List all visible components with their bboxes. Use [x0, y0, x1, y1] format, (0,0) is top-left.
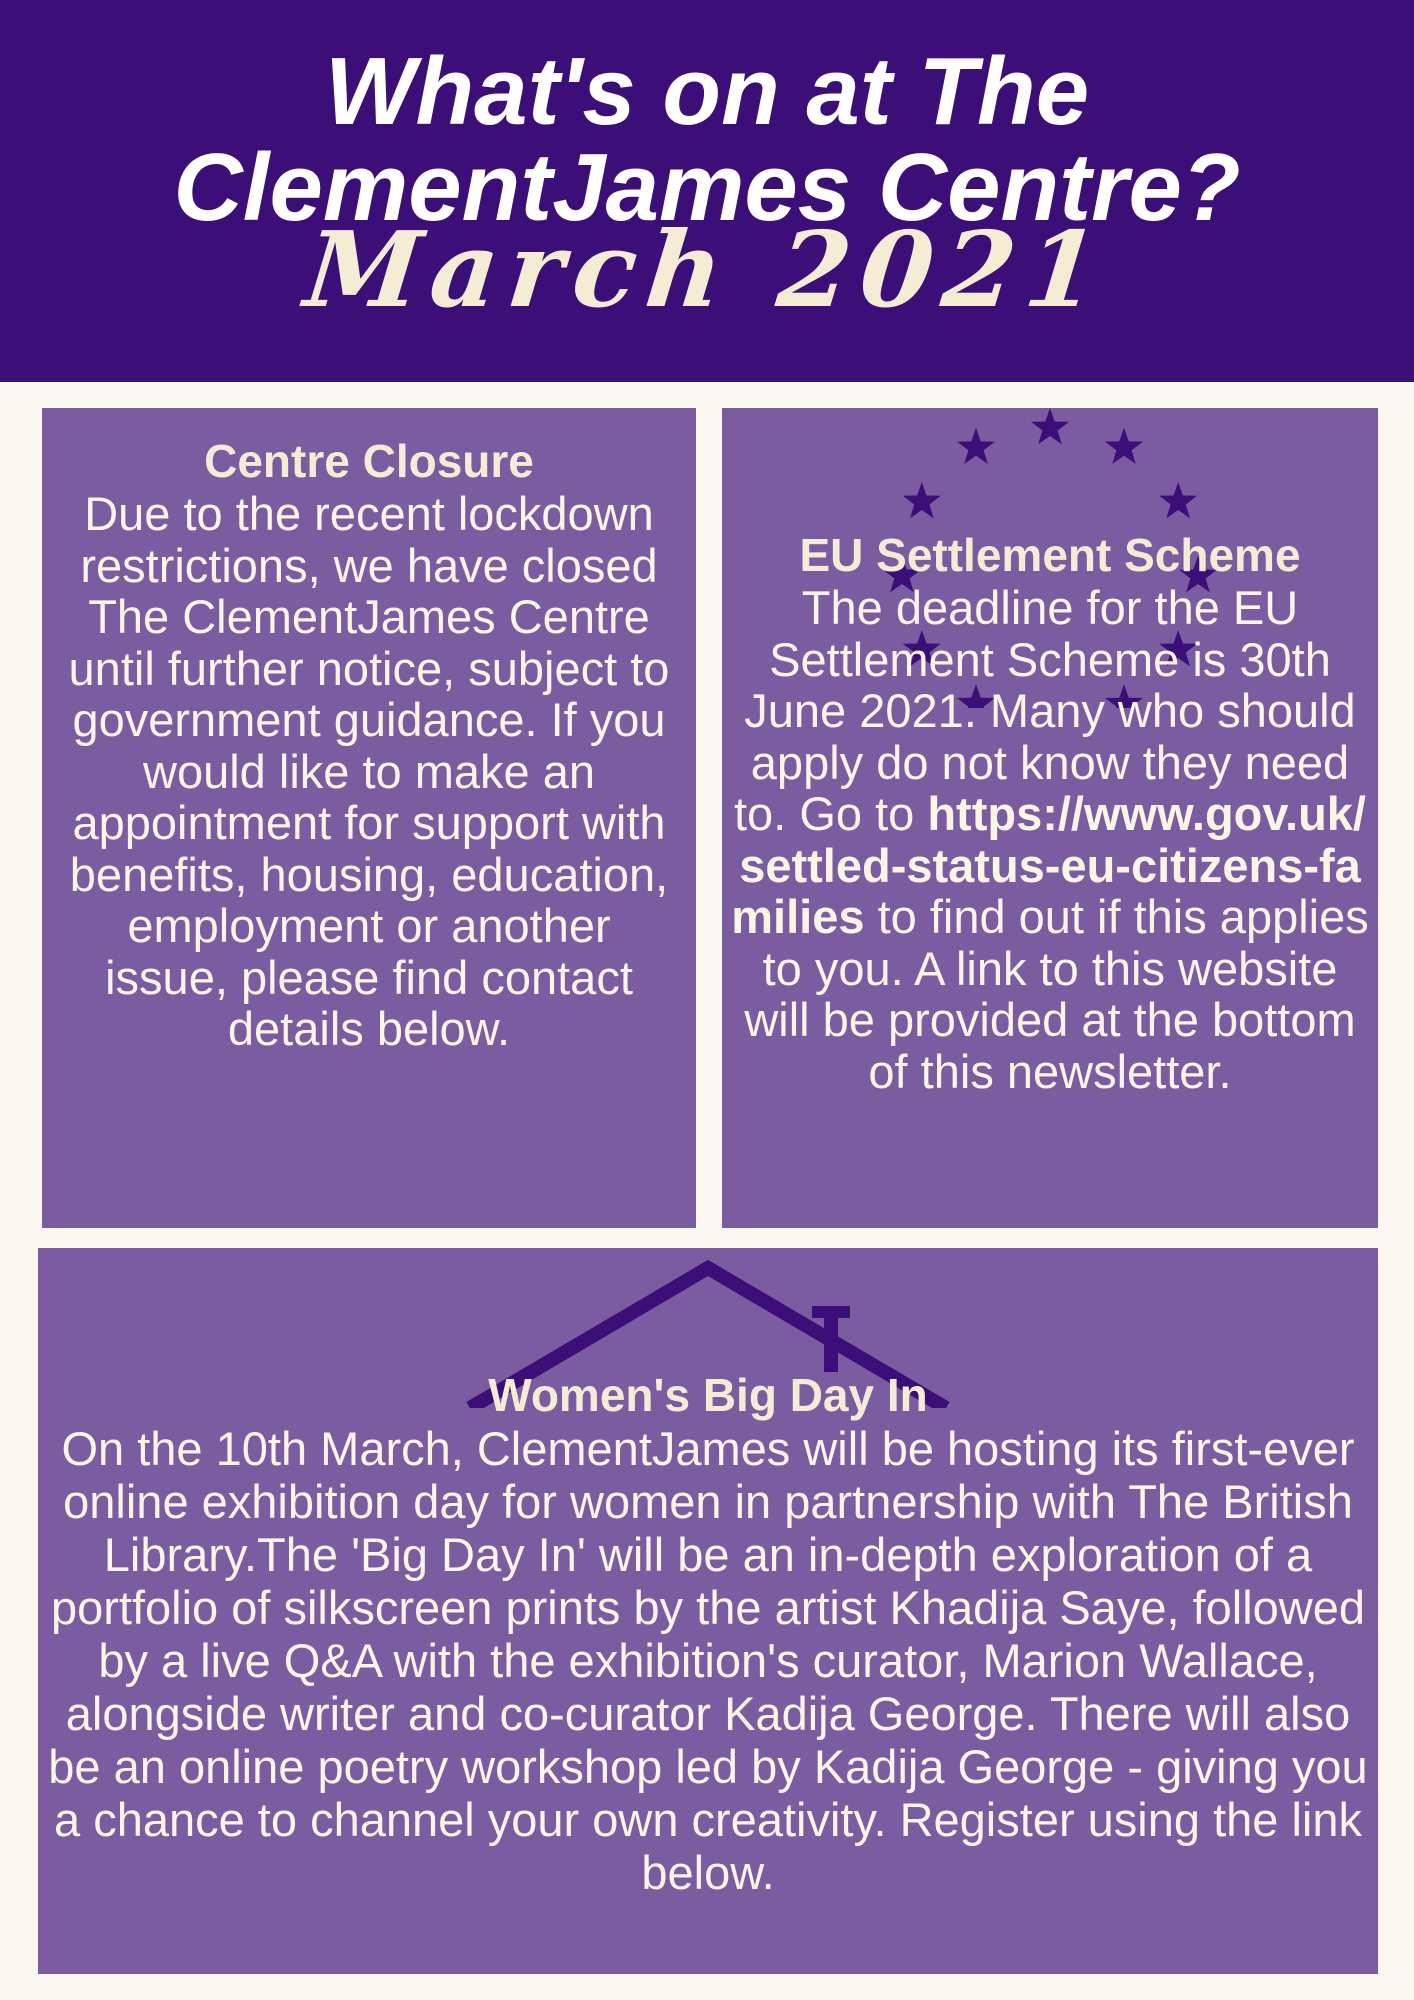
star-icon	[957, 428, 995, 464]
eu-settlement-text-after: to find out if this applies to you. A link to this website will be provided at the bottom of this newsletter.	[744, 890, 1369, 1098]
eu-settlement-heading: EU Settlement Scheme	[799, 529, 1301, 581]
eu-settlement-text-before: The deadline for the EU Settlement Scheme is 30th June 2021. Many who should apply do not know they need to. Go to	[734, 581, 1356, 840]
centre-closure-panel	[42, 408, 696, 1228]
eu-settlement-panel	[722, 408, 1378, 1228]
header-banner	[0, 0, 1414, 382]
centre-closure-body: Due to the recent lockdown restrictions, we have closed The ClementJames Centre until further notice, subject to government guidance. If you would like to make an appointment for support with benefits, housing, education, employment or another issue, please find contact details below.	[68, 487, 670, 1055]
eu-settlement-link[interactable]: https://www.gov.uk/settled-status-eu-citizens-families	[731, 787, 1366, 943]
page-title-line-1: What's on at The	[324, 38, 1090, 145]
month-subtitle: March 2021	[299, 208, 1115, 331]
star-icon	[1105, 428, 1143, 464]
star-icon	[903, 482, 941, 518]
womens-big-day-panel	[38, 1248, 1378, 1974]
star-icon	[1031, 408, 1069, 444]
womens-big-day-body: On the 10th March, ClementJames will be hosting its first-ever online exhibition day for women in partnership with The British Library.The 'Big Day In' will be an in-depth exploration of a portfolio of silkscreen prints by the artist Khadija Saye, followed by a live Q&A with the exhibition's curator, Marion Wallace, alongside writer and co-curator Kadija George. There will also be an online poetry workshop led by Kadija George - giving you a chance to channel your own creativity. Register using the link below.	[48, 1422, 1368, 1899]
page-title-line-2: ClementJames Centre?	[173, 134, 1241, 241]
eu-settlement-body	[730, 582, 1370, 1097]
star-icon	[1159, 482, 1197, 518]
centre-closure-heading: Centre Closure	[204, 435, 534, 487]
womens-big-day-heading: Women's Big Day In	[488, 1369, 928, 1421]
